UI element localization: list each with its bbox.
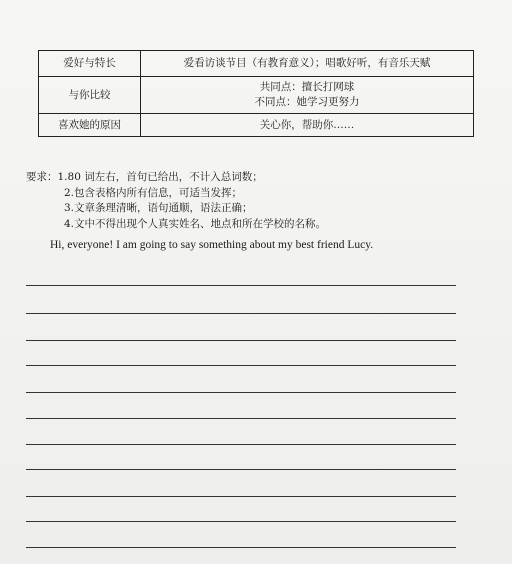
- row-value-compare: [141, 77, 474, 114]
- row-key-reason: 喜欢她的原因: [39, 114, 141, 137]
- requirement-4: 4.文中不得出现个人真实姓名、地点和所在学校的名称。: [64, 217, 327, 230]
- requirement-1: 要求：1.80 词左右，首句已给出，不计入总词数；: [26, 171, 263, 183]
- table-row: [39, 114, 474, 137]
- requirement-3: 3.文章条理清晰，语句通顺，语法正确；: [64, 202, 253, 214]
- row-key-compare: 与你比较: [39, 77, 141, 114]
- writing-line: [26, 444, 456, 445]
- requirements: [26, 170, 326, 232]
- table-row: [39, 77, 474, 114]
- writing-line: [26, 313, 456, 314]
- similarity-text: 共同点：擅长打网球: [259, 81, 355, 93]
- writing-line: [26, 496, 456, 497]
- writing-line: [26, 285, 456, 286]
- requirement-2: 2.包含表格内所有信息，可适当发挥；: [64, 186, 243, 199]
- writing-line: [26, 365, 456, 366]
- writing-line: [26, 547, 456, 548]
- difference-text: 不同点：她学习更努力: [254, 96, 360, 108]
- writing-line: [26, 469, 456, 470]
- opening-sentence: Hi, everyone! I am going to say something about my best friend Lucy.: [50, 239, 374, 251]
- table-row: [39, 51, 474, 77]
- row-key-hobbies: 爱好与特长: [39, 51, 141, 77]
- row-value-hobbies: 爱看访谈节目（有教育意义）；唱歌好听，有音乐天赋: [141, 51, 474, 77]
- writing-line: [26, 521, 456, 522]
- writing-line: [26, 340, 456, 341]
- writing-line: [26, 418, 456, 419]
- writing-line: [26, 392, 456, 393]
- row-value-reason: 关心你，帮助你……: [141, 114, 474, 137]
- info-table: [38, 50, 474, 137]
